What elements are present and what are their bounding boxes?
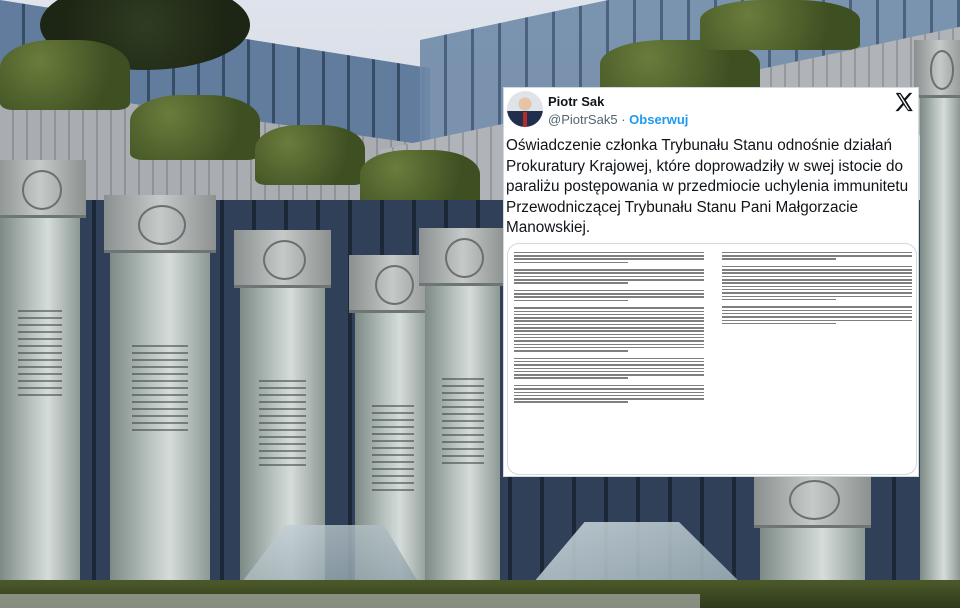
document-text-line (722, 289, 912, 291)
document-text-line (722, 282, 912, 284)
document-text-line (722, 296, 912, 298)
document-column-left (514, 250, 704, 409)
document-text-line (514, 258, 704, 260)
x-logo-icon[interactable] (893, 91, 915, 113)
document-paragraph (514, 252, 704, 263)
document-text-line (514, 374, 704, 376)
document-paragraph (514, 385, 704, 403)
document-text-line (514, 262, 628, 264)
document-text-line (514, 269, 704, 271)
document-text-line (514, 279, 704, 281)
document-text-line (514, 296, 704, 298)
roof-garden (0, 40, 130, 110)
follow-button[interactable]: Obserwuj (629, 112, 689, 127)
document-text-line (514, 377, 628, 379)
avatar[interactable] (507, 91, 543, 127)
document-text-line (514, 344, 704, 346)
tweet-text: Oświadczenie członka Trybunału Stanu odnośnie działań Prokuratury Krajowej, które doprowadziły w swej istocie do paraliżu postępowania w przedmiocie uchylenia immunitetu Przewodniczącej Trybunału Stanu Pani Małgorzacie Manowskiej. (506, 137, 909, 236)
document-text-line (514, 307, 704, 309)
document-paragraph (722, 306, 912, 324)
document-text-line (514, 350, 628, 352)
document-text-line (514, 361, 704, 363)
document-text-line (722, 266, 912, 268)
document-text-line (722, 313, 912, 315)
document-text-line (722, 255, 912, 257)
document-text-line (722, 252, 912, 254)
roof-garden (700, 0, 860, 50)
document-text-line (514, 252, 704, 254)
document-text-line (722, 299, 836, 301)
walkway (0, 594, 700, 608)
document-paragraph (514, 358, 704, 379)
document-text-line (514, 282, 628, 284)
document-text-line (722, 269, 912, 271)
tweet-card[interactable] (503, 87, 919, 477)
document-text-line (514, 314, 704, 316)
roof-garden (130, 95, 260, 160)
column (0, 160, 80, 588)
document-text-line (722, 306, 912, 308)
column (920, 40, 960, 588)
document-text-line (514, 358, 704, 360)
document-paragraph (514, 290, 704, 301)
document-paragraph (514, 307, 704, 351)
document-text-line (514, 388, 704, 390)
document-text-line (514, 300, 628, 302)
document-text-line (514, 385, 704, 387)
document-text-line (514, 272, 704, 274)
document-text-line (514, 340, 704, 342)
document-text-line (514, 347, 704, 349)
document-text-line (722, 258, 836, 260)
document-paragraph (722, 266, 912, 300)
column (110, 195, 210, 588)
document-paragraph (722, 252, 912, 260)
document-text-line (722, 316, 912, 318)
document-text-line (722, 272, 912, 274)
document-text-line (514, 311, 704, 313)
document-text-line (514, 330, 704, 332)
column (760, 470, 865, 588)
document-paragraph (514, 269, 704, 284)
document-text-line (514, 401, 628, 403)
document-text-line (722, 320, 912, 322)
document-text-line (514, 317, 704, 319)
document-text-line (722, 276, 912, 278)
document-text-line (514, 398, 704, 400)
document-text-line (722, 286, 912, 288)
document-text-line (514, 293, 704, 295)
document-text-line (514, 392, 704, 394)
tweet-header (504, 88, 918, 138)
document-column-right (722, 250, 912, 330)
handle-row (548, 112, 688, 127)
document-text-line (722, 279, 912, 281)
document-text-line (514, 327, 704, 329)
document-text-line (514, 337, 704, 339)
roof-garden (255, 125, 365, 185)
document-text-line (722, 310, 912, 312)
author-name[interactable]: Piotr Sak (548, 94, 605, 109)
separator: · (621, 112, 626, 127)
author-handle[interactable]: @PiotrSak5 (548, 112, 618, 127)
column (425, 228, 500, 588)
document-text-line (514, 290, 704, 292)
document-text-line (514, 395, 704, 397)
document-text-line (722, 323, 836, 325)
document-attachment[interactable] (507, 243, 917, 475)
document-text-line (514, 334, 704, 336)
document-text-line (514, 368, 704, 370)
document-text-line (722, 292, 912, 294)
document-text-line (514, 324, 704, 326)
document-text-line (514, 371, 704, 373)
document-text-line (514, 320, 704, 322)
document-text-line (514, 276, 704, 278)
document-text-line (514, 364, 704, 366)
document-text-line (514, 255, 704, 257)
